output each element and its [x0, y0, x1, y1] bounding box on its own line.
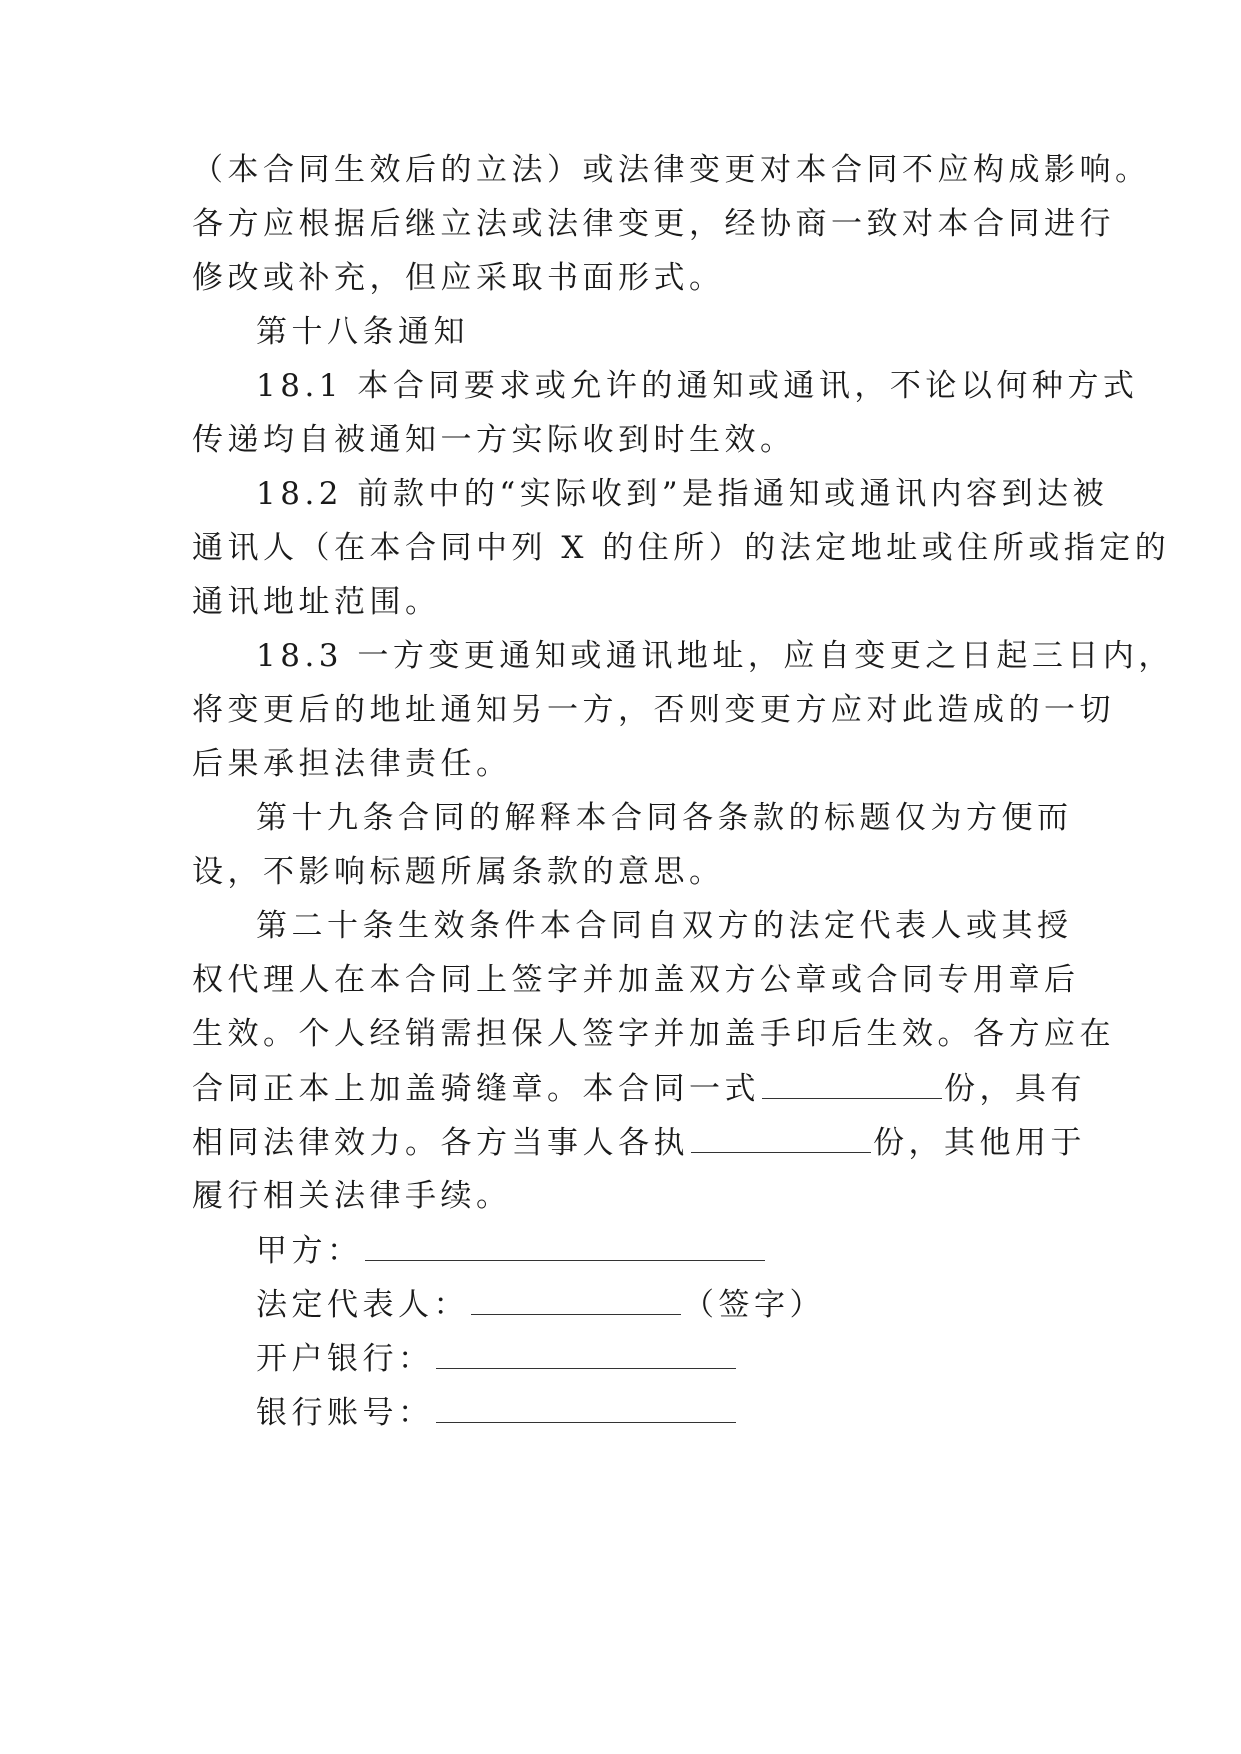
bank-row [256, 1338, 738, 1379]
legal-rep-label: 法定代表人： [256, 1287, 469, 1323]
clause-18-2-line-1: 18.2 前款中的“实际收到”是指通知或通讯内容到达被 [256, 476, 1109, 512]
body-line-1: （本合同生效后的立法）或法律变更对本合同不应构成影响。 [192, 152, 1151, 188]
each-party-line [192, 1122, 1086, 1163]
legal-rep-field[interactable] [471, 1284, 681, 1315]
account-field[interactable] [436, 1392, 736, 1423]
bank-label: 开户银行： [256, 1341, 434, 1377]
party-a-field[interactable] [365, 1230, 765, 1261]
clause-18-1-line-1: 18.1 本合同要求或允许的通知或通讯，不论以何种方式 [256, 368, 1139, 404]
account-label: 银行账号： [256, 1395, 434, 1431]
copies-text-before: 合同正本上加盖骑缝章。本合同一式 [192, 1071, 760, 1107]
copies-text-after: 份，具有 [944, 1071, 1086, 1107]
each-text-after: 份，其他用于 [873, 1125, 1086, 1161]
body-line-3: 修改或补充，但应采取书面形式。 [192, 260, 725, 296]
clause-18-3-line-1: 18.3 一方变更通知或通讯地址，应自变更之日起三日内， [256, 638, 1174, 674]
copies-count-blank[interactable] [762, 1068, 942, 1099]
each-text-before: 相同法律效力。各方当事人各执 [192, 1125, 689, 1161]
legal-rep-suffix: （签字） [683, 1287, 825, 1323]
article-20-line-2: 权代理人在本合同上签字并加盖双方公章或合同专用章后 [192, 962, 1080, 998]
clause-18-2-line-2: 通讯人（在本合同中列 X 的住所）的法定地址或住所或指定的 [192, 530, 1171, 566]
clause-18-2-line-3: 通讯地址范围。 [192, 584, 441, 620]
article-19-line-2: 设，不影响标题所属条款的意思。 [192, 854, 725, 890]
clause-18-1-line-2: 传递均自被通知一方实际收到时生效。 [192, 422, 796, 458]
article-18-heading: 第十八条通知 [256, 314, 469, 350]
body-line-2: 各方应根据后继立法或法律变更，经协商一致对本合同进行 [192, 206, 1115, 242]
party-a-label: 甲方： [256, 1233, 363, 1269]
clause-18-3-line-3: 后果承担法律责任。 [192, 746, 512, 782]
account-row [256, 1392, 738, 1433]
bank-field[interactable] [436, 1338, 736, 1369]
legal-rep-row [256, 1284, 825, 1325]
article-19-line-1: 第十九条合同的解释本合同各条款的标题仅为方便而 [256, 800, 1073, 836]
article-20-line-3: 生效。个人经销需担保人签字并加盖手印后生效。各方应在 [192, 1016, 1115, 1052]
article-20-line-1: 第二十条生效条件本合同自双方的法定代表人或其授 [256, 908, 1073, 944]
copies-line [192, 1068, 1086, 1109]
clause-18-3-line-2: 将变更后的地址通知另一方，否则变更方应对此造成的一切 [192, 692, 1115, 728]
last-body-line: 履行相关法律手续。 [192, 1178, 512, 1214]
each-party-count-blank[interactable] [691, 1122, 871, 1153]
party-a-row [256, 1230, 767, 1271]
